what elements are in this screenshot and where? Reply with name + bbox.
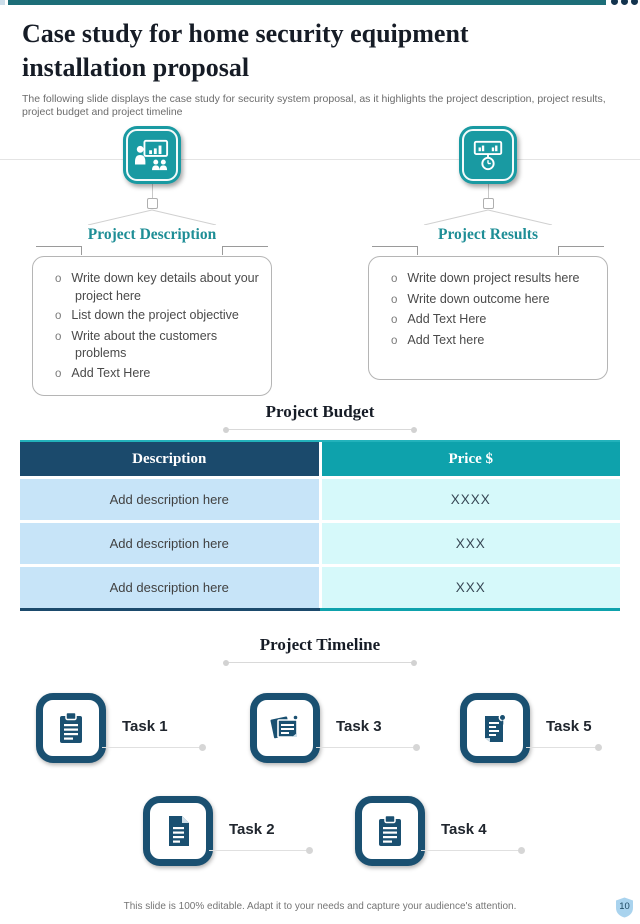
project-budget-title: Project Budget	[265, 402, 375, 422]
project-description-column	[32, 126, 272, 396]
connector-diagonals	[82, 209, 222, 225]
bullet-item: o Add Text Here	[391, 311, 599, 328]
bracket-left	[372, 246, 418, 255]
bracket-right	[222, 246, 268, 255]
footer-note: This slide is 100% editable. Adapt it to your needs and capture your audience's attention.	[123, 901, 517, 912]
bracket-right	[558, 246, 604, 255]
bullet-item: o Add Text here	[391, 332, 599, 349]
task-connector-line	[102, 747, 202, 748]
budget-table	[20, 440, 620, 611]
charts-clock-icon	[462, 129, 514, 181]
connector-diagonals	[418, 209, 558, 225]
project-description-card	[32, 256, 272, 396]
task-3-item	[250, 693, 450, 779]
task-label: Task 3	[336, 718, 382, 736]
project-results-card	[368, 256, 608, 380]
budget-price-cell: XXXX	[322, 479, 621, 520]
corner-dots-icon	[611, 0, 638, 5]
task-1-item	[36, 693, 236, 779]
task-label: Task 4	[441, 821, 487, 839]
task-4-item	[355, 796, 555, 882]
project-budget-section	[0, 402, 640, 611]
bullet-item: o Add Text Here	[55, 365, 263, 382]
table-bottom-border	[20, 608, 620, 611]
page-title: Case study for home security equipment installation proposal	[22, 19, 469, 82]
budget-description-cell: Add description here	[20, 479, 319, 520]
timeline-tasks	[0, 665, 640, 893]
page-number: 10	[619, 901, 630, 912]
project-results-tile	[459, 126, 517, 184]
page-subtitle: The following slide displays the case study for security system proposal, as it highlights the project description, project results, project budget and project timeline	[22, 92, 606, 119]
connector-square	[483, 198, 494, 209]
bullet-item: o Write down key details about your project here	[55, 270, 263, 304]
budget-description-cell: Add description here	[20, 523, 319, 564]
budget-header-price: Price $	[322, 442, 621, 476]
task-connector-line	[526, 747, 598, 748]
bracket-marks	[32, 246, 272, 255]
presentation-chart-icon	[126, 129, 178, 181]
page-number-badge	[615, 897, 634, 918]
task-connector-line	[421, 850, 521, 851]
clipboard-icon	[36, 693, 106, 763]
connector-line	[488, 184, 489, 198]
corner-notch	[0, 0, 5, 5]
task-connector-line	[209, 850, 309, 851]
task-label: Task 2	[229, 821, 275, 839]
heading-underline	[226, 429, 414, 430]
bullet-item: o Write down outcome here	[391, 291, 599, 308]
budget-price-cell: XXX	[322, 523, 621, 564]
budget-table-grid	[20, 442, 620, 608]
bracket-left	[36, 246, 82, 255]
top-accent-bar	[0, 0, 640, 9]
document-icon	[143, 796, 213, 866]
bullet-item: o Write down project results here	[391, 270, 599, 287]
budget-description-cell: Add description here	[20, 567, 319, 608]
budget-price-cell: XXX	[322, 567, 621, 608]
description-results-section	[0, 126, 640, 394]
accent-line	[8, 0, 606, 5]
project-description-title: Project Description	[87, 226, 217, 244]
project-results-column	[368, 126, 608, 380]
heading-underline	[226, 662, 414, 663]
task-2-item	[143, 796, 343, 882]
results-bullet-list	[377, 270, 599, 349]
project-results-title: Project Results	[437, 226, 538, 244]
description-bullet-list	[41, 270, 263, 382]
task-connector-line	[316, 747, 416, 748]
project-timeline-title: Project Timeline	[259, 635, 381, 655]
connector-line	[152, 184, 153, 198]
bracket-marks	[368, 246, 608, 255]
clipboard-icon	[355, 796, 425, 866]
pinned-note-icon	[460, 693, 530, 763]
task-5-item	[460, 693, 640, 779]
project-description-tile	[123, 126, 181, 184]
task-label: Task 1	[122, 718, 168, 736]
connector-square	[147, 198, 158, 209]
task-label: Task 5	[546, 718, 592, 736]
bullet-item: o Write about the customers problems	[55, 328, 263, 362]
project-timeline-section	[0, 635, 640, 893]
sticky-notes-icon	[250, 693, 320, 763]
bullet-item: o List down the project objective	[55, 307, 263, 324]
budget-header-description: Description	[20, 442, 319, 476]
